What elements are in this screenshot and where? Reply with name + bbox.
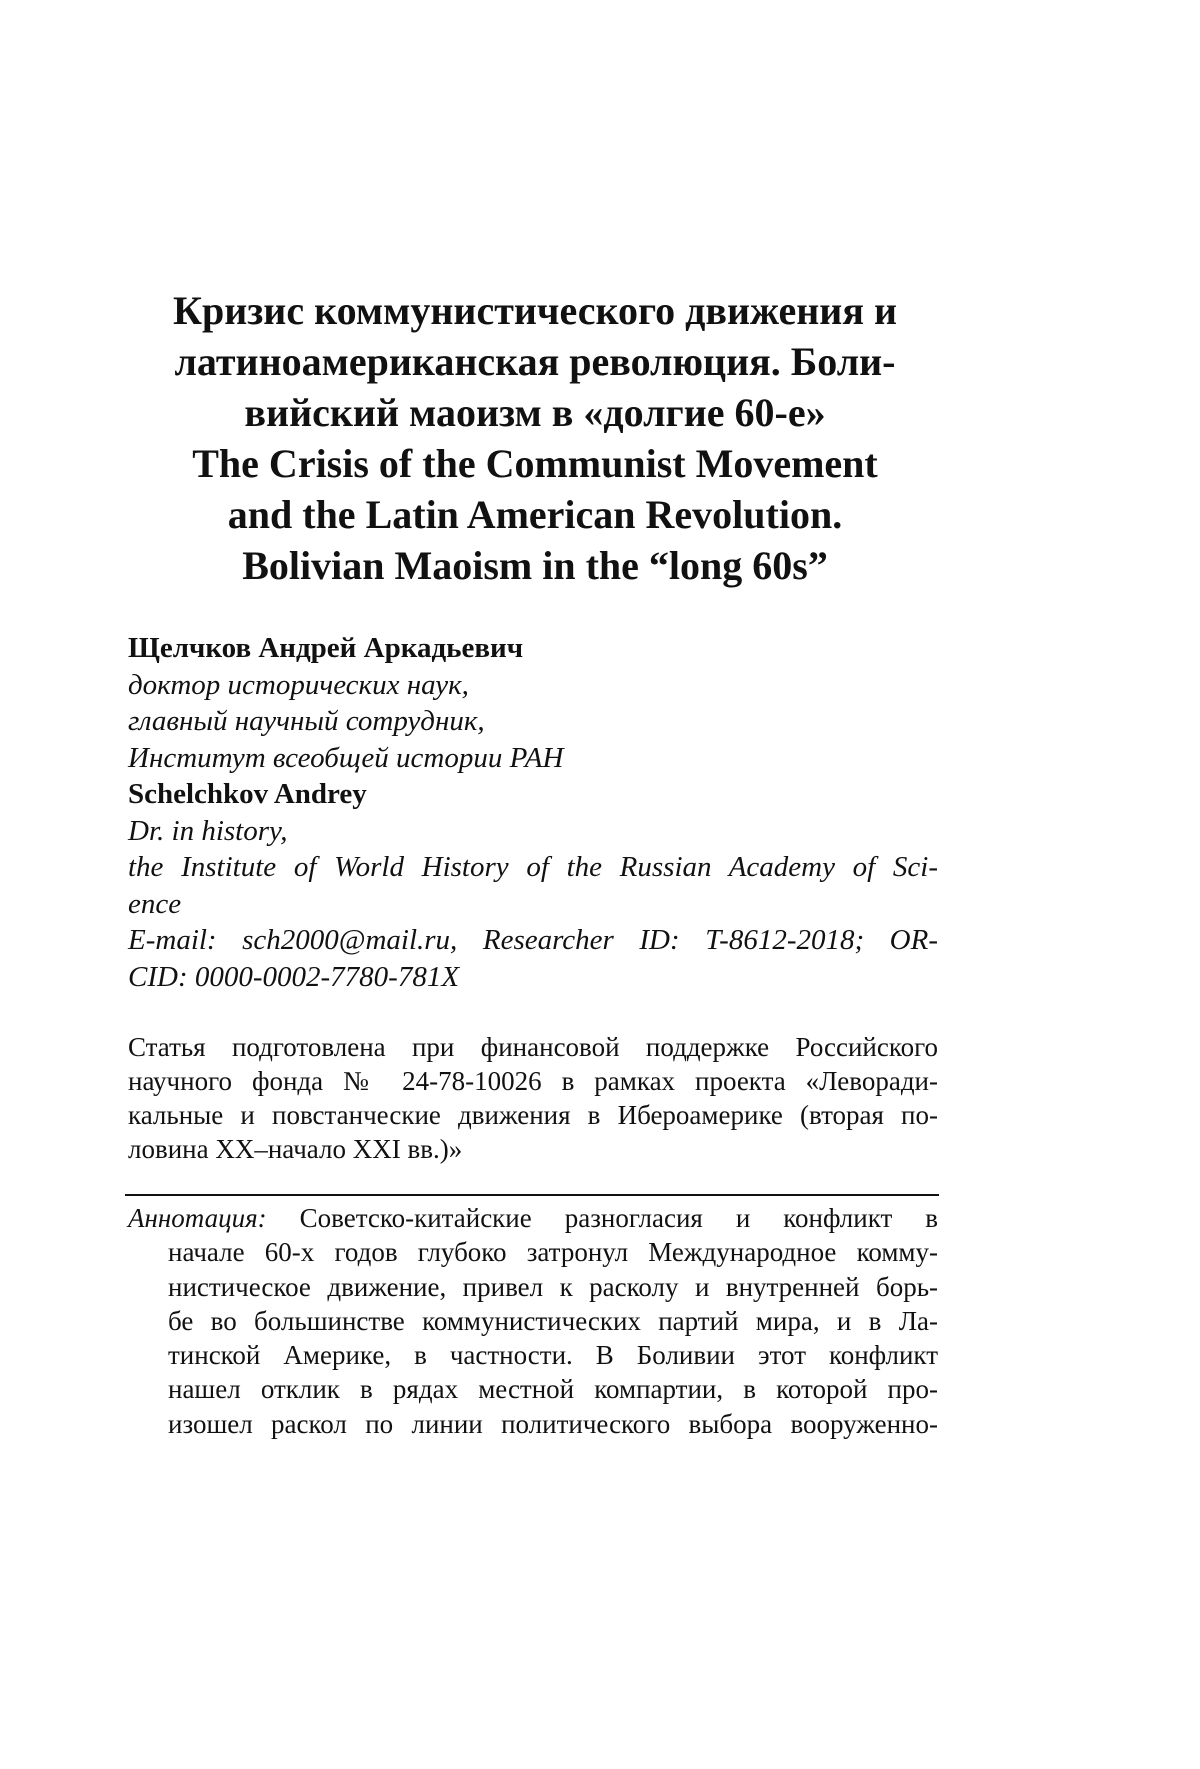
abstract-line: нистическое движение, привел к расколу и внутренней борь- xyxy=(168,1271,938,1302)
abstract-line: нашел отклик в рядах местной компартии, в которой про- xyxy=(168,1374,938,1405)
title-line: латиноамериканская революция. Боли- xyxy=(174,339,896,384)
abstract-line: тинской Америке, в частности. В Боливии этот конфликт xyxy=(168,1340,938,1371)
title-line: and the Latin American Revolution. xyxy=(227,492,843,537)
abstract-label: Аннотация: xyxy=(128,1203,267,1233)
funding-line: кальные и повстанческие движения в Ибероамерике (вторая по- xyxy=(128,1100,938,1130)
author-degree-ru: доктор исторических наук, xyxy=(128,668,469,701)
abstract-line: изошел раскол по линии политического выбора вооруженно- xyxy=(168,1408,938,1439)
author-contacts-cont: CID: 0000-0002-7780-781X xyxy=(128,960,460,993)
abstract xyxy=(128,1201,938,1441)
title-line: Кризис коммунистического движения и xyxy=(172,288,898,333)
author-name-ru: Щелчков Андрей Аркадьевич xyxy=(128,632,524,664)
article-title xyxy=(130,285,940,591)
funding-line: научного фонда № 24-78-10026 в рамках проекта «Леворади- xyxy=(128,1066,938,1096)
funding-line: ловина XX–начало XXI вв.)» xyxy=(128,1134,463,1164)
funding-line: Статья подготовлена при финансовой поддержке Российского xyxy=(128,1032,938,1062)
abstract-line: бе во большинстве коммунистических партий мира, и в Ла- xyxy=(168,1305,938,1336)
section-divider xyxy=(125,1194,939,1196)
author-institution-en-cont: ence xyxy=(128,887,182,920)
author-institution-en: the Institute of World History of the Russian Academy of Sci- xyxy=(128,851,938,883)
title-line: The Crisis of the Communist Movement xyxy=(192,441,878,486)
title-line: вийский маоизм в «долгие 60-е» xyxy=(244,390,826,435)
title-line: Bolivian Maoism in the “long 60s” xyxy=(242,543,828,588)
author-name-en: Schelchkov Andrey xyxy=(128,778,367,810)
author-info xyxy=(128,630,938,995)
abstract-first-line xyxy=(128,1201,938,1235)
funding-note xyxy=(128,1030,938,1166)
author-contacts: E-mail: sch2000@mail.ru, Researcher ID: T-8612-2018; OR- xyxy=(128,924,938,956)
abstract-line: начале 60-х годов глубоко затронул Международное комму- xyxy=(168,1237,938,1268)
author-degree-en: Dr. in history, xyxy=(128,814,288,847)
author-position-ru: главный научный сотрудник, xyxy=(128,705,485,737)
abstract-first-text: Советско-китайские разногласия и конфликт в xyxy=(299,1203,938,1233)
author-institution-ru: Институт всеобщей истории РАН xyxy=(128,741,564,774)
